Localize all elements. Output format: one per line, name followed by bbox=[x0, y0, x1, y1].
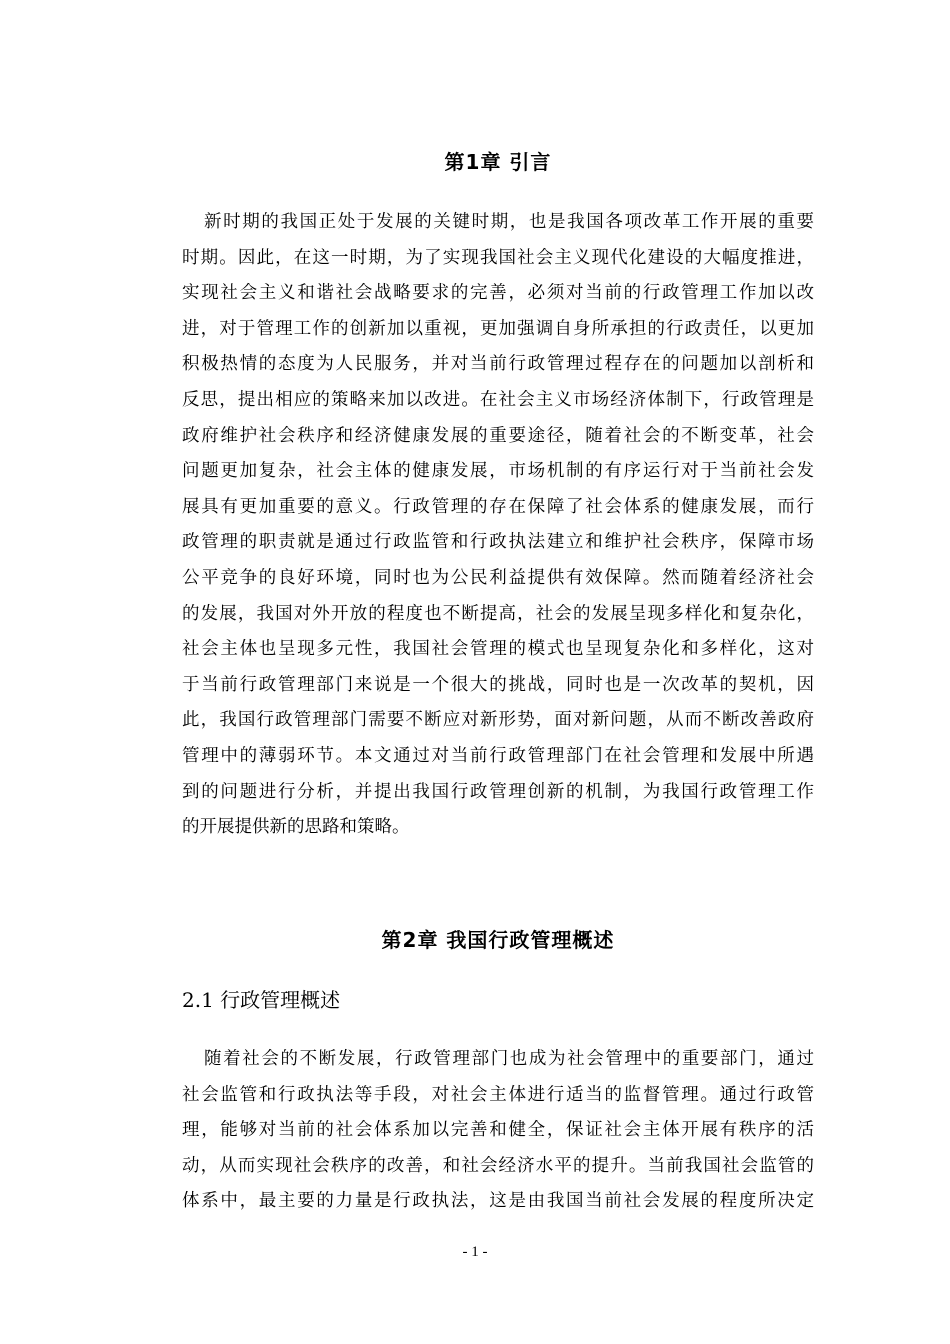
section-2-1-title: 2.1 行政管理概述 bbox=[182, 988, 341, 1012]
paragraph-line: 实现社会主义和谐社会战略要求的完善，必须对当前的行政管理工作加以改 bbox=[182, 283, 814, 304]
paragraph-line: 反思，提出相应的策略来加以改进。在社会主义市场经济体制下，行政管理是 bbox=[182, 389, 814, 410]
paragraph-line: 体系中，最主要的力量是行政执法，这是由我国当前社会发展的程度所决定 bbox=[182, 1191, 814, 1212]
paragraph-line: 时期。因此，在这一时期，为了实现我国社会主义现代化建设的大幅度推进， bbox=[182, 247, 814, 268]
paragraph-line: 于当前行政管理部门来说是一个很大的挑战，同时也是一次改革的契机，因 bbox=[182, 674, 814, 695]
paragraph-line: 的开展提供新的思路和策略。 bbox=[182, 817, 410, 838]
paragraph-line: 展具有更加重要的意义。行政管理的存在保障了社会体系的健康发展，而行 bbox=[182, 496, 814, 517]
chapter-2-title: 第2章 我国行政管理概述 bbox=[381, 928, 615, 952]
section-2-1-paragraph bbox=[182, 1042, 814, 1220]
paragraph-line: 的发展，我国对外开放的程度也不断提高，社会的发展呈现多样化和复杂化， bbox=[182, 603, 814, 624]
chapter-1-paragraph bbox=[182, 205, 814, 846]
paragraph-line: 新时期的我国正处于发展的关键时期，也是我国各项改革工作开展的重要 bbox=[204, 212, 814, 232]
paragraph-line: 积极热情的态度为人民服务，并对当前行政管理过程存在的问题加以剖析和 bbox=[182, 354, 814, 375]
paragraph-line: 社会监管和行政执法等手段，对社会主体进行适当的监督管理。通过行政管 bbox=[182, 1084, 814, 1105]
paragraph-line: 公平竞争的良好环境，同时也为公民利益提供有效保障。然而随着经济社会 bbox=[182, 567, 814, 588]
paragraph-line: 社会主体也呈现多元性，我国社会管理的模式也呈现复杂化和多样化，这对 bbox=[182, 639, 814, 660]
paragraph-line: 进，对于管理工作的创新加以重视，更加强调自身所承担的行政责任，以更加 bbox=[182, 318, 814, 339]
paragraph-line: 政管理的职责就是通过行政监管和行政执法建立和维护社会秩序，保障市场 bbox=[182, 532, 814, 553]
paragraph-line: 此，我国行政管理部门需要不断应对新形势，面对新问题，从而不断改善政府 bbox=[182, 710, 814, 731]
paragraph-line: 管理中的薄弱环节。本文通过对当前行政管理部门在社会管理和发展中所遇 bbox=[182, 745, 814, 766]
paragraph-line: 理，能够对当前的社会体系加以完善和健全，保证社会主体开展有秩序的活 bbox=[182, 1120, 814, 1141]
paragraph-line: 动，从而实现社会秩序的改善，和社会经济水平的提升。当前我国社会监管的 bbox=[182, 1155, 814, 1176]
paragraph-line: 问题更加复杂，社会主体的健康发展，市场机制的有序运行对于当前社会发 bbox=[182, 461, 814, 482]
chapter-1-title: 第1章 引言 bbox=[444, 150, 552, 174]
paragraph-line: 政府维护社会秩序和经济健康发展的重要途径，随着社会的不断变革，社会 bbox=[182, 425, 814, 446]
paragraph-line: 随着社会的不断发展，行政管理部门也成为社会管理中的重要部门，通过 bbox=[204, 1049, 814, 1069]
page-number: - 1 - bbox=[462, 1244, 488, 1260]
paragraph-line: 到的问题进行分析，并提出我国行政管理创新的机制，为我国行政管理工作 bbox=[182, 781, 814, 802]
